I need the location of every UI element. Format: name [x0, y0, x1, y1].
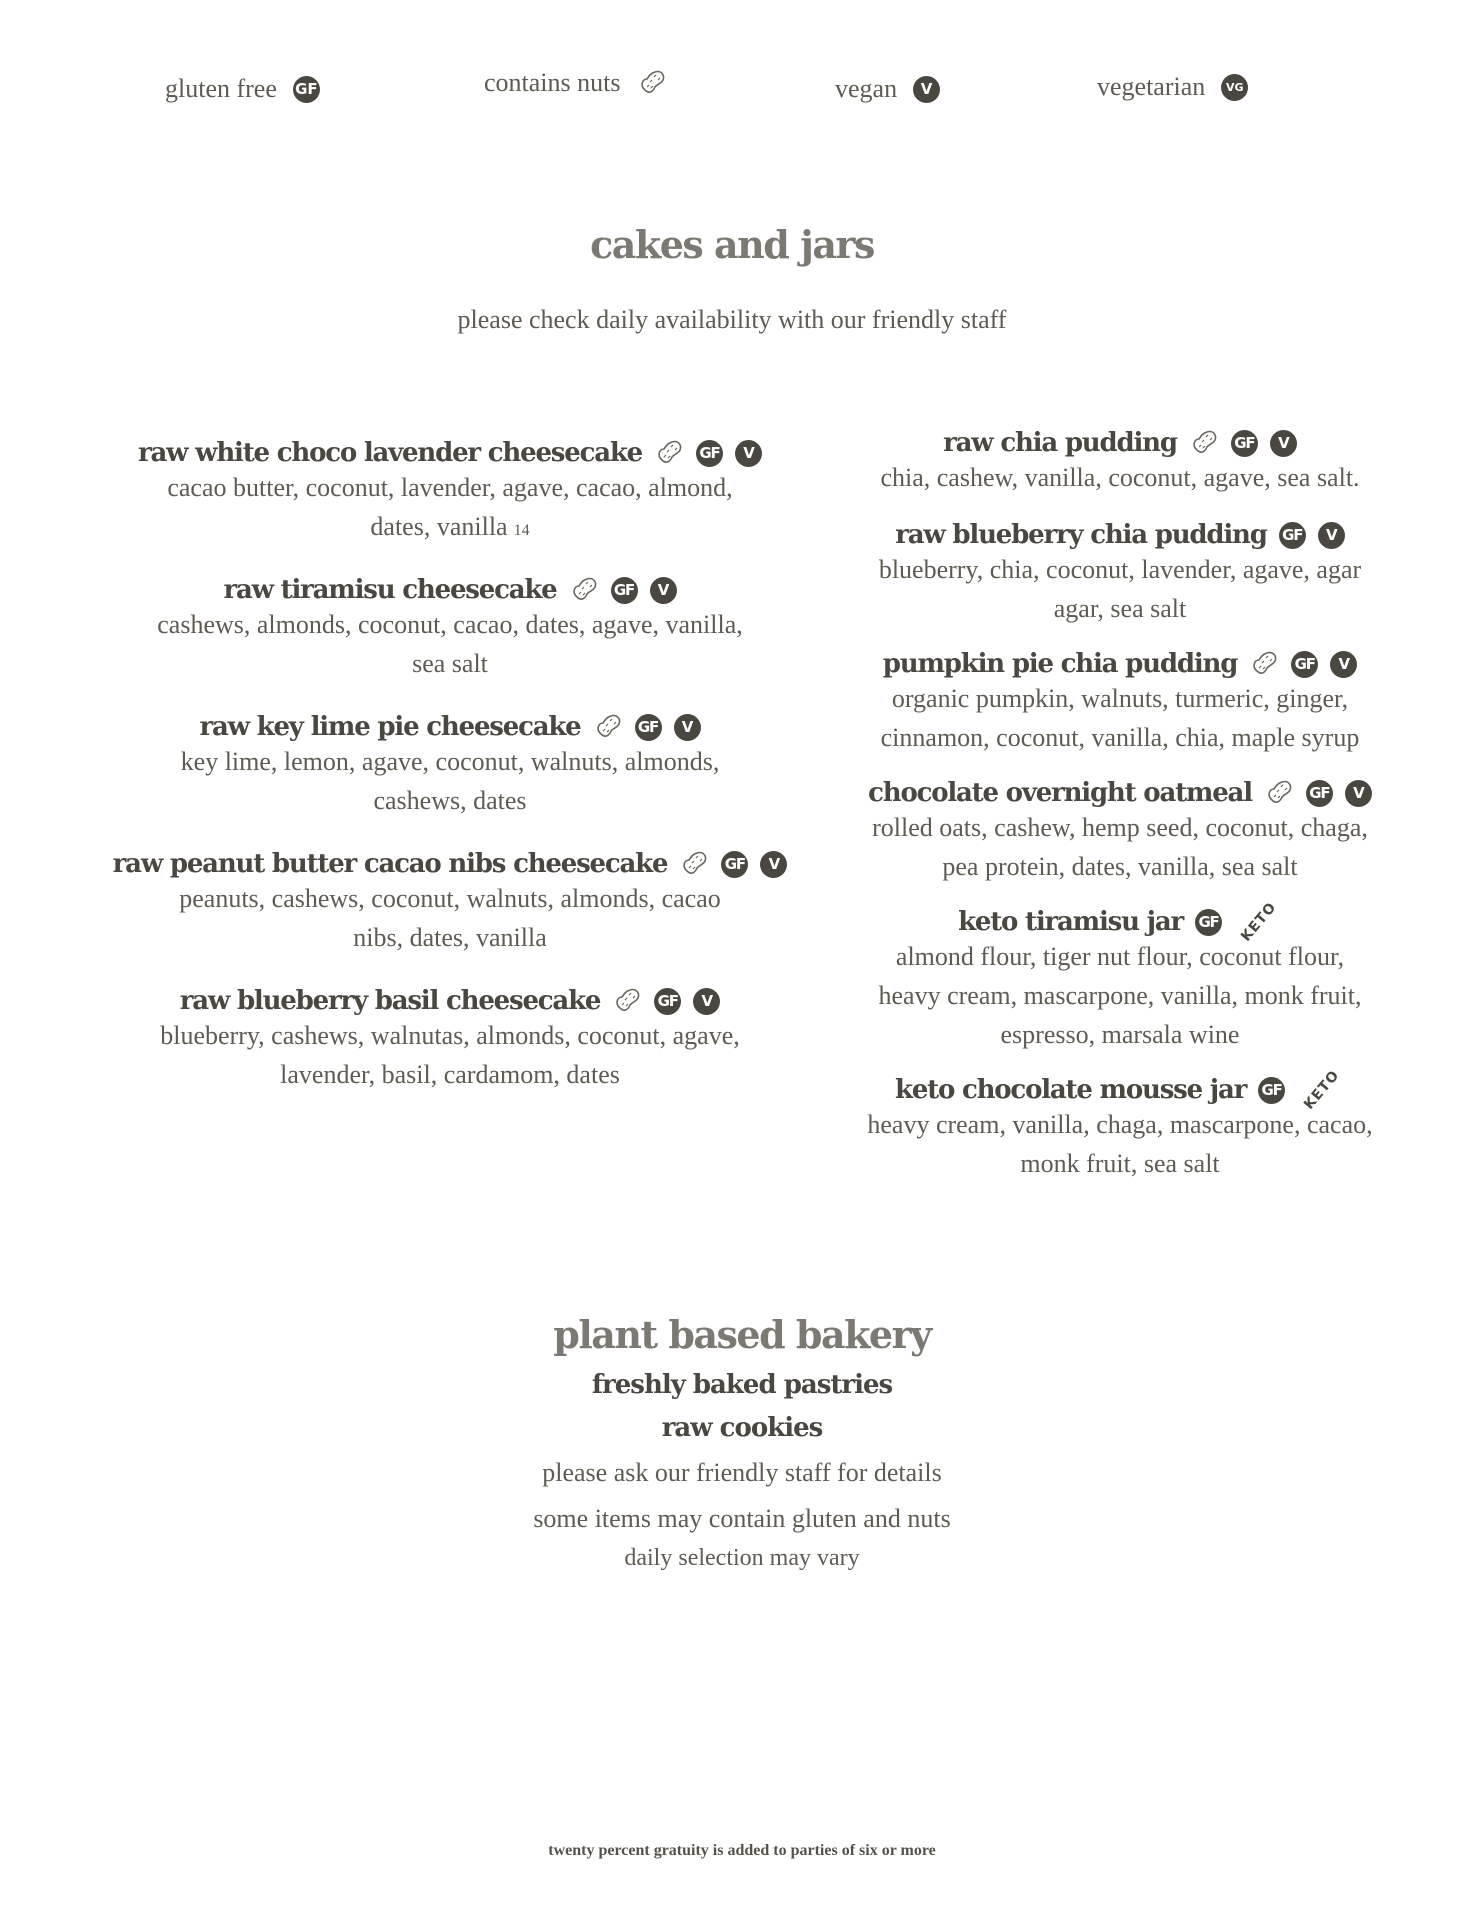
menu-item — [815, 778, 1425, 907]
peanut-icon — [654, 438, 684, 468]
vegan-badge-icon: V — [674, 714, 701, 741]
left-menu-column — [100, 438, 800, 1123]
legend-vegetarian — [1097, 72, 1248, 102]
menu-item-name: raw peanut butter cacao nibs cheesecake — [112, 849, 668, 879]
legend-vegan — [835, 74, 940, 104]
menu-item-description: almond flour, tiger nut flour, coconut flour, — [895, 942, 1345, 971]
gluten-free-badge-icon: GF — [611, 577, 638, 604]
keto-icon: KETO — [1301, 1067, 1343, 1113]
menu-item-description: organic pumpkin, walnuts, turmeric, ginger, — [891, 684, 1349, 713]
menu-item — [815, 899, 1425, 1075]
peanut-icon — [612, 986, 642, 1016]
gluten-free-badge-icon: GF — [1291, 651, 1318, 678]
menu-item-description: peanuts, cashews, coconut, walnuts, almonds, cacao — [179, 884, 721, 913]
peanut-icon — [1189, 428, 1219, 458]
vegan-badge-icon: V — [650, 577, 677, 604]
menu-item-description: lavender, basil, cardamom, dates — [280, 1060, 620, 1089]
gluten-free-badge-icon: GF — [635, 714, 662, 741]
menu-item-description: blueberry, chia, coconut, lavender, agave, agar — [878, 555, 1362, 584]
menu-item-description: blueberry, cashews, walnutas, almonds, coconut, agave, — [160, 1021, 740, 1050]
menu-item-description: cashews, dates — [373, 786, 527, 815]
menu-item — [100, 986, 800, 1123]
gluten-free-badge-icon: GF — [1258, 1077, 1285, 1104]
vegan-badge-icon: V — [760, 851, 787, 878]
peanut-icon — [1264, 778, 1294, 808]
menu-item — [100, 438, 800, 575]
menu-item-name: keto tiramisu jar — [958, 907, 1184, 937]
bakery-note-selection: daily selection may vary — [624, 1545, 860, 1571]
gratuity-footer-note: twenty percent gratuity is added to parties of six or more — [548, 1842, 936, 1859]
peanut-icon — [679, 849, 709, 879]
menu-item-description: nibs, dates, vanilla — [353, 923, 547, 952]
bakery-item-pastries: freshly baked pastries — [591, 1370, 893, 1400]
gluten-free-badge-icon: GF — [293, 76, 320, 103]
gluten-free-badge-icon: GF — [654, 988, 681, 1015]
bakery-item-raw-cookies: raw cookies — [661, 1413, 823, 1443]
vegan-badge-icon: V — [1330, 651, 1357, 678]
legend-contains-nuts-label: contains nuts — [484, 68, 621, 97]
menu-item-description: cacao butter, coconut, lavender, agave, cacao, almond, — [167, 473, 733, 502]
legend-vegetarian-label: vegetarian — [1097, 72, 1206, 101]
menu-item-description: sea salt — [412, 649, 488, 678]
right-menu-column — [815, 428, 1425, 1204]
peanut-icon — [569, 575, 599, 605]
menu-item-name: raw chia pudding — [943, 428, 1177, 458]
legend-gluten-free — [165, 74, 320, 104]
bakery-note-ask-staff: please ask our friendly staff for details — [542, 1458, 942, 1487]
legend-vegan-label: vegan — [835, 74, 898, 103]
menu-item — [100, 575, 800, 712]
bakery-section-title: plant based bakery — [553, 1312, 931, 1357]
menu-item-name: chocolate overnight oatmeal — [868, 778, 1252, 808]
menu-item — [100, 712, 800, 849]
menu-item-description: monk fruit, sea salt — [1020, 1149, 1220, 1178]
legend-gluten-free-label: gluten free — [165, 74, 277, 103]
menu-item-description: agar, sea salt — [1053, 594, 1187, 623]
gluten-free-badge-icon: GF — [1231, 430, 1258, 457]
cakes-section-subtitle: please check daily availability with our friendly staff — [457, 305, 1007, 334]
menu-item-name: raw tiramisu cheesecake — [223, 575, 557, 605]
peanut-icon — [1249, 649, 1279, 679]
menu-item-description: rolled oats, cashew, hemp seed, coconut, chaga, — [872, 813, 1368, 842]
peanut-icon — [637, 68, 667, 98]
menu-item-description: dates, vanilla — [370, 512, 508, 541]
vegetarian-badge-icon: VG — [1221, 74, 1248, 101]
menu-item-description: heavy cream, vanilla, chaga, mascarpone, cacao, — [867, 1110, 1373, 1139]
gluten-free-badge-icon: GF — [1279, 522, 1306, 549]
menu-item-description: cashews, almonds, coconut, cacao, dates, agave, vanilla, — [157, 610, 743, 639]
vegan-badge-icon: V — [913, 76, 940, 103]
menu-item-price: 14 — [513, 522, 530, 539]
menu-item — [815, 520, 1425, 649]
legend-contains-nuts — [484, 68, 667, 98]
menu-item — [815, 649, 1425, 778]
peanut-icon — [593, 712, 623, 742]
menu-item-description: cinnamon, coconut, vanilla, chia, maple syrup — [880, 723, 1360, 752]
cakes-section-title: cakes and jars — [590, 222, 874, 267]
vegan-badge-icon: V — [1345, 780, 1372, 807]
gluten-free-badge-icon: GF — [1306, 780, 1333, 807]
menu-item-description: chia, cashew, vanilla, coconut, agave, sea salt. — [880, 463, 1360, 492]
vegan-badge-icon: V — [693, 988, 720, 1015]
gluten-free-badge-icon: GF — [721, 851, 748, 878]
menu-item-description: heavy cream, mascarpone, vanilla, monk fruit, — [878, 981, 1362, 1010]
menu-item — [100, 849, 800, 986]
menu-item — [815, 428, 1425, 520]
menu-item-name: pumpkin pie chia pudding — [882, 649, 1238, 679]
menu-item — [815, 1067, 1425, 1204]
menu-item-name: keto chocolate mousse jar — [895, 1075, 1247, 1105]
gluten-free-badge-icon: GF — [1195, 909, 1222, 936]
menu-item-name: raw key lime pie cheesecake — [199, 712, 581, 742]
menu-item-description: espresso, marsala wine — [1000, 1020, 1240, 1049]
menu-item-name: raw blueberry chia pudding — [895, 520, 1267, 550]
vegan-badge-icon: V — [1318, 522, 1345, 549]
keto-icon: KETO — [1238, 899, 1280, 945]
menu-item-description: pea protein, dates, vanilla, sea salt — [942, 852, 1298, 881]
bakery-note-allergens: some items may contain gluten and nuts — [533, 1504, 951, 1533]
gluten-free-badge-icon: GF — [696, 440, 723, 467]
menu-item-name: raw white choco lavender cheesecake — [137, 438, 643, 468]
vegan-badge-icon: V — [1270, 430, 1297, 457]
menu-item-description: key lime, lemon, agave, coconut, walnuts, almonds, — [180, 747, 720, 776]
vegan-badge-icon: V — [735, 440, 762, 467]
menu-item-name: raw blueberry basil cheesecake — [179, 986, 601, 1016]
